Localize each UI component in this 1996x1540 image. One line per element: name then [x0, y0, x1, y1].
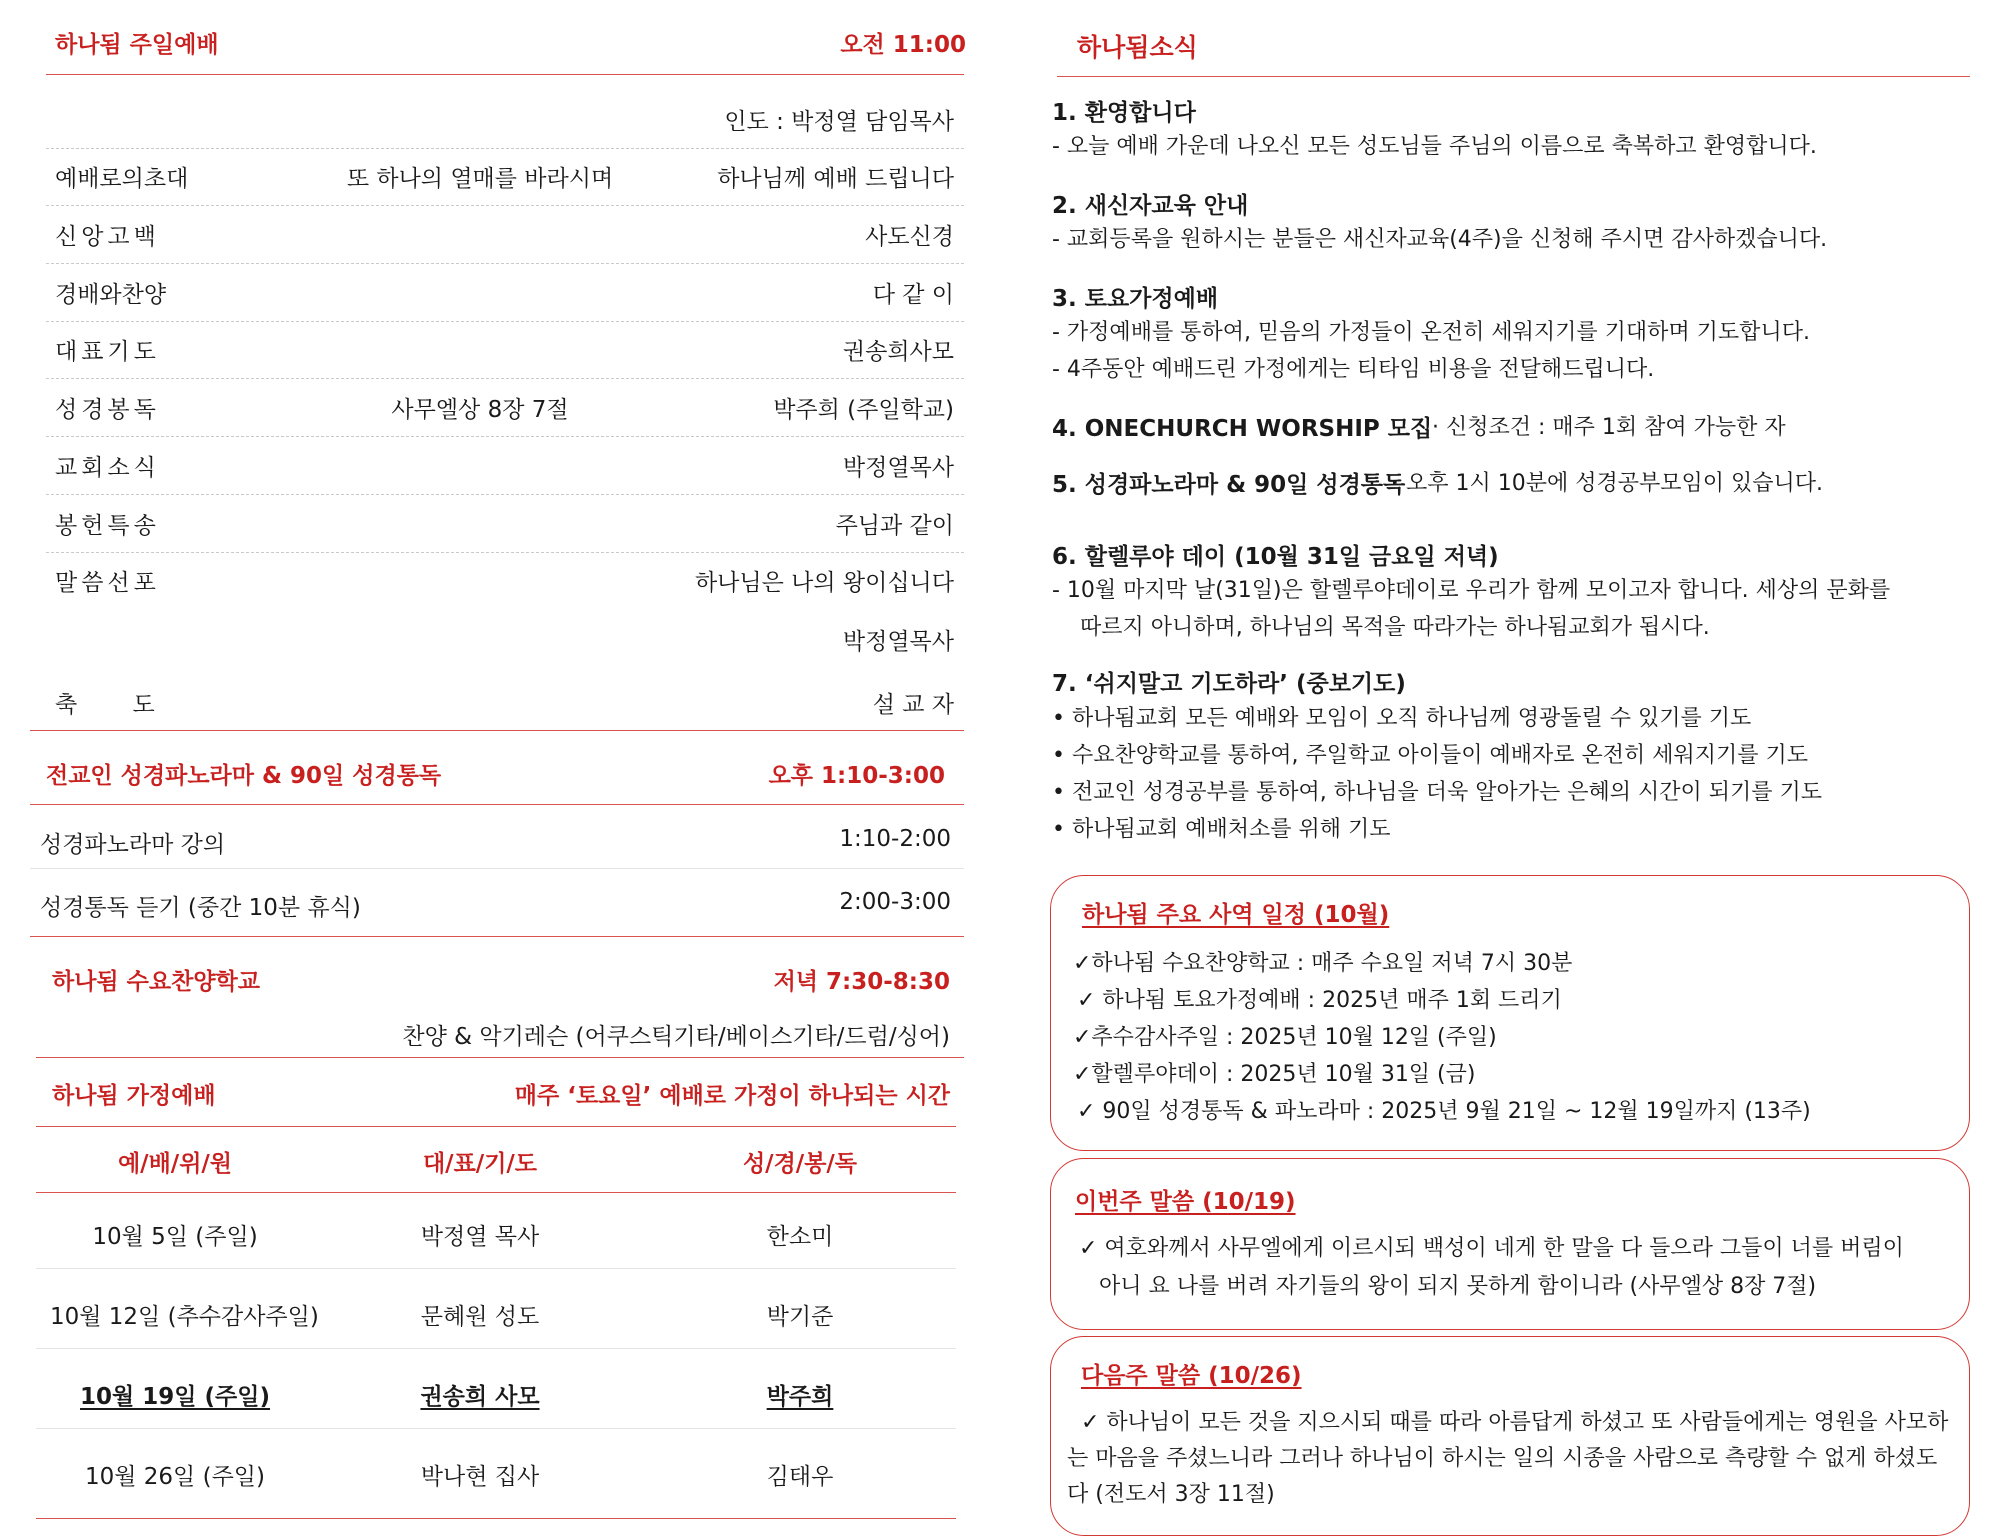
preacher-name: 박정열목사: [842, 629, 954, 655]
wednesday-detail: 찬양 & 악기레슨 (어쿠스틱기타/베이스기타/드럼/싱어): [402, 1024, 950, 1050]
order-person: 하나님께 예배 드립니다: [717, 166, 954, 192]
divider: [1057, 76, 1970, 77]
verse-line: 다 (전도서 3장 11절): [1067, 1482, 1275, 1507]
table-cell-text: 10월 19일 (주일): [80, 1384, 270, 1410]
divider: [46, 148, 964, 149]
table-cell-text: 10월 26일 (주일): [85, 1464, 265, 1490]
divider: [36, 1192, 956, 1193]
service-leader: 인도 : 박정열 담임목사: [724, 109, 954, 135]
verse-line: ✓ 하나님이 모든 것을 지으시되 때를 따라 아름답게 하셨고 또 사람들에게는 영원을 사모하: [1081, 1410, 1949, 1435]
this-week-verse-box: [1050, 1158, 1970, 1330]
table-cell-text: 10월 12일 (추수감사주일): [50, 1304, 319, 1330]
divider: [36, 1268, 956, 1269]
table-cell-text: 박나현 집사: [420, 1464, 540, 1490]
divider: [46, 552, 964, 553]
panorama-row-label: 성경통독 듣기 (중간 10분 휴식): [40, 895, 361, 921]
news-item-note: · 오후 1시 10분에 성경공부모임이 있습니다.: [1392, 471, 1823, 496]
order-label: 신앙고백: [55, 224, 160, 250]
sunday-service-time: 오전 11:00: [840, 32, 966, 58]
order-person: 사도신경: [865, 224, 954, 250]
order-label: 예배로의초대: [55, 166, 189, 192]
table-cell-text: 문혜원 성도: [420, 1304, 540, 1330]
news-item-line: - 교회등록을 원하시는 분들은 새신자교육(4주)을 신청해 주시면 감사하겠습니다.: [1052, 227, 1828, 252]
table-cell-date: [50, 1218, 300, 1251]
benediction-by: 설 교 자: [872, 692, 954, 718]
divider: [30, 868, 964, 869]
table-header: 성/경/봉/독: [742, 1151, 858, 1177]
family-worship-subtitle: 매주 ‘토요일’ 예배로 가정이 하나되는 시간: [514, 1083, 950, 1109]
table-cell-text: 김태우: [766, 1464, 834, 1490]
news-item-line: 따르지 아니하며, 하나님의 목적을 따라가는 하나됨교회가 됩시다.: [1080, 615, 1710, 640]
news-item-title: 2. 새신자교육 안내: [1052, 193, 1249, 219]
benediction-label: 축 도: [55, 692, 165, 718]
panorama-row-time: 2:00-3:00: [839, 889, 951, 915]
table-cell-text: 박정열 목사: [420, 1224, 540, 1250]
table-cell-reading: [700, 1298, 900, 1331]
news-item-title: 3. 토요가정예배: [1052, 286, 1219, 312]
table-header: 예/배/위/원: [117, 1151, 233, 1177]
divider: [30, 730, 964, 731]
schedule-item: ✓ 하나됨 토요가정예배 : 2025년 매주 1회 드리기: [1077, 988, 1562, 1013]
order-person: 박주희 (주일학교): [773, 397, 954, 423]
verse-line: 아니 요 나를 버려 자기들의 왕이 되지 못하게 함이니라 (사무엘상 8장 7절): [1099, 1274, 1817, 1299]
panorama-row-label: 성경파노라마 강의: [40, 832, 226, 858]
divider: [46, 378, 964, 379]
table-cell-date: [50, 1298, 319, 1331]
divider: [36, 1348, 956, 1349]
divider: [46, 205, 964, 206]
order-label: 말씀선포: [55, 570, 160, 596]
table-cell-reading: [700, 1378, 900, 1411]
panorama-title: 전교인 성경파노라마 & 90일 성경통독: [46, 763, 442, 789]
divider: [46, 494, 964, 495]
schedule-item: ✓할렐루야데이 : 2025년 10월 31일 (금): [1073, 1062, 1476, 1087]
news-item-title: 4. ONECHURCH WORSHIP 모집: [1052, 416, 1433, 442]
table-cell-prayer: [380, 1458, 580, 1491]
divider: [36, 1518, 956, 1519]
order-person: 권송희사모: [842, 339, 954, 365]
panorama-time: 오후 1:10-3:00: [768, 763, 945, 789]
divider: [46, 321, 964, 322]
schedule-box: [1050, 875, 1970, 1151]
news-item-line: • 하나됨교회 모든 예배와 모임이 오직 하나님께 영광돌릴 수 있기를 기도: [1052, 706, 1752, 731]
divider: [36, 1126, 956, 1127]
order-label: 성경봉독: [55, 397, 160, 423]
order-label: 교회소식: [55, 455, 160, 481]
table-cell-text: 박기준: [766, 1304, 834, 1330]
table-cell-text: 박주희: [766, 1384, 834, 1410]
divider: [30, 804, 964, 805]
table-cell-reading: [700, 1218, 900, 1251]
news-item-line: - 가정예배를 통하여, 믿음의 가정들이 온전히 세워지기를 기대하며 기도합니다.: [1052, 320, 1810, 345]
order-person: 주님과 같이: [835, 513, 954, 539]
news-item-line: • 수요찬양학교를 통하여, 주일학교 아이들이 예배자로 온전히 세워지기를 기도: [1052, 743, 1808, 768]
schedule-item: ✓추수감사주일 : 2025년 10월 12일 (주일): [1073, 1025, 1497, 1050]
order-detail: 또 하나의 열매를 바라시며: [346, 166, 614, 192]
divider: [46, 74, 964, 75]
order-person: 박정열목사: [842, 455, 954, 481]
wednesday-title: 하나됨 수요찬양학교: [52, 969, 260, 995]
next-week-title: 다음주 말씀 (10/26): [1081, 1363, 1302, 1389]
divider: [46, 263, 964, 264]
news-item-title: 5. 성경파노라마 & 90일 성경통독: [1052, 472, 1406, 498]
table-cell-date: [50, 1458, 300, 1491]
news-item-title: 7. ‘쉬지말고 기도하라’ (중보기도): [1052, 671, 1406, 697]
news-item-line: - 4주동안 예배드린 가정에게는 티타임 비용을 전달해드립니다.: [1052, 357, 1655, 382]
schedule-title: 하나됨 주요 사역 일정 (10월): [1082, 902, 1390, 928]
verse-line: 는 마음을 주셨느니라 그러나 하나님이 하시는 일의 시종을 사람으로 측량할 수 없게 하셨도: [1067, 1446, 1938, 1471]
schedule-item: ✓하나됨 수요찬양학교 : 매주 수요일 저녁 7시 30분: [1073, 951, 1573, 976]
table-cell-text: 한소미: [766, 1224, 834, 1250]
verse-line: ✓ 여호와께서 사무엘에게 이르시되 백성이 네게 한 말을 다 들으라 그들이 너를 버림이: [1079, 1236, 1904, 1261]
schedule-item: ✓ 90일 성경통독 & 파노라마 : 2025년 9월 21일 ~ 12월 19일까지 (13주): [1077, 1099, 1811, 1124]
family-worship-title: 하나됨 가정예배: [52, 1083, 216, 1109]
panorama-row-time: 1:10-2:00: [839, 826, 951, 852]
order-label: 경배와찬양: [55, 282, 167, 308]
order-person: 다 같 이: [872, 282, 954, 308]
news-item-line: • 하나됨교회 예배처소를 위해 기도: [1052, 817, 1391, 842]
wednesday-time: 저녁 7:30-8:30: [773, 969, 950, 995]
table-cell-text: 권송희 사모: [420, 1384, 540, 1410]
news-item-line: - 오늘 예배 가운데 나오신 모든 성도님들 주님의 이름으로 축복하고 환영합니다.: [1052, 134, 1817, 159]
table-cell-text: 10월 5일 (주일): [92, 1224, 258, 1250]
divider: [36, 1428, 956, 1429]
news-item-note: · 신청조건 : 매주 1회 참여 가능한 자: [1432, 415, 1786, 440]
order-label: 봉헌특송: [55, 513, 160, 539]
table-cell-prayer: [380, 1378, 580, 1411]
news-item-title: 1. 환영합니다: [1052, 100, 1196, 126]
table-cell-prayer: [380, 1298, 580, 1331]
divider: [30, 936, 964, 937]
table-header: 대/표/기/도: [422, 1151, 538, 1177]
order-person: 하나님은 나의 왕이십니다: [694, 570, 954, 596]
news-item-title: 6. 할렐루야 데이 (10월 31일 금요일 저녁): [1052, 544, 1499, 570]
table-cell-prayer: [380, 1218, 580, 1251]
table-cell-reading: [700, 1458, 900, 1491]
news-item-line: • 전교인 성경공부를 통하여, 하나님을 더욱 알아가는 은혜의 시간이 되기를 기도: [1052, 780, 1822, 805]
table-cell-date: [50, 1378, 300, 1411]
next-week-verse-box: [1050, 1336, 1970, 1536]
divider: [36, 1057, 964, 1058]
order-detail: 사무엘상 8장 7절: [391, 397, 569, 423]
sunday-service-title: 하나됨 주일예배: [55, 32, 219, 58]
news-title: 하나됨소식: [1077, 33, 1198, 62]
order-label: 대표기도: [55, 339, 160, 365]
news-item-line: - 10월 마지막 날(31일)은 할렐루야데이로 우리가 함께 모이고자 합니다. 세상의 문화를: [1052, 578, 1891, 603]
divider: [46, 436, 964, 437]
this-week-title: 이번주 말씀 (10/19): [1075, 1189, 1296, 1215]
